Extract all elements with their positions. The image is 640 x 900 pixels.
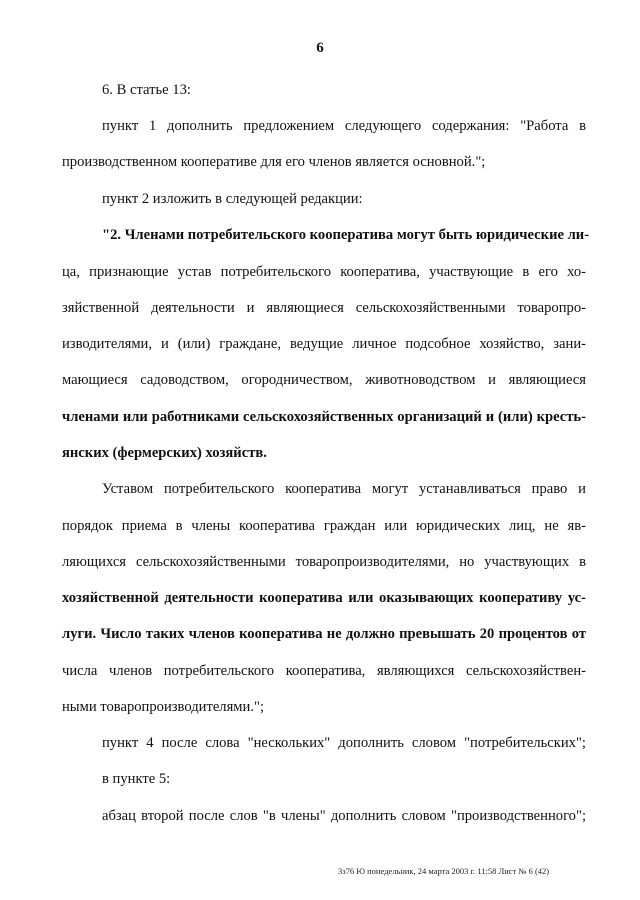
text-line: в пункте 5: [102, 771, 171, 787]
text-line: зяйственной деятельности и являющиеся сельскохозяйственными товаропро- [62, 300, 586, 316]
text-line: абзац второй после слов "в члены" дополнить словом "производственного"; [102, 808, 586, 824]
text-line: ца, признающие устав потребительского кооператива, участвующие в его хо- [62, 264, 586, 280]
text-line: ляющихся сельскохозяйственными товаропроизводителями, но участвующих в [62, 554, 586, 570]
text-line: числа членов потребительского кооператива, являющихся сельскохозяйствен- [62, 663, 586, 679]
text-line: ными товаропроизводителями."; [62, 699, 264, 715]
page-number: 6 [316, 40, 324, 56]
text-line: 6. В статье 13: [102, 82, 191, 98]
text-line: янских (фермерских) хозяйств. [62, 445, 267, 461]
text-line: производственном кооперативе для его членов является основной."; [62, 154, 486, 170]
text-line: членами или работниками сельскохозяйственных организаций и (или) кресть- [62, 409, 586, 425]
text-line: пункт 4 после слова "нескольких" дополнить словом "потребительских"; [102, 735, 586, 751]
text-line: мающиеся садоводством, огородничеством, животноводством и являющиеся [62, 372, 586, 388]
text-line: пункт 2 изложить в следующей редакции: [102, 191, 363, 207]
text-line: луги. Число таких членов кооператива не должно превышать 20 процентов от [62, 626, 586, 642]
text-line: хозяйственной деятельности кооператива или оказывающих кооперативу ус- [62, 590, 586, 606]
text-line: порядок приема в члены кооператива граждан или юридических лиц, не яв- [62, 518, 586, 534]
text-line: пункт 1 дополнить предложением следующего содержания: "Работа в [102, 118, 586, 134]
text-line: Уставом потребительского кооператива могут устанавливаться право и [102, 481, 586, 497]
text-line: "2. Членами потребительского кооператива могут быть юридические ли- [102, 227, 590, 243]
text-line: изводителями, и (или) граждане, ведущие личное подсобное хозяйство, зани- [62, 336, 586, 352]
page-footer: 3з76 Ю понедельник, 24 марта 2003 г. 11:58 Лист № 6 (42) [338, 866, 550, 876]
